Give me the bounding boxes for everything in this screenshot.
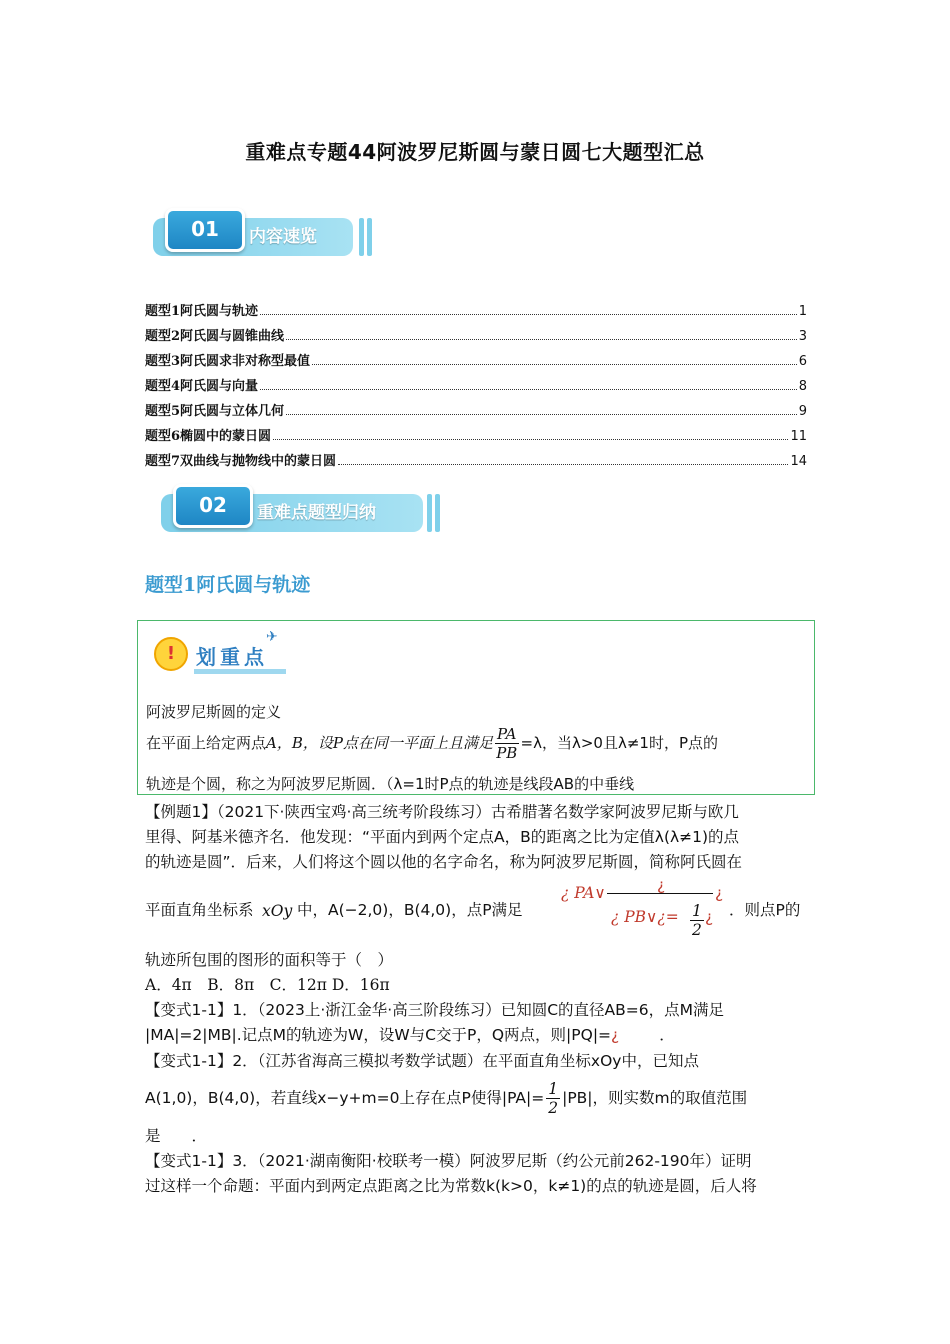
banner-label: 重难点题型归纳: [257, 503, 376, 523]
example-1-line: 里得、阿基米德齐名．他发现：“平面内到两个定点A，B的距离之比为定值λ(λ≠1)的点: [145, 828, 740, 846]
example-1-line: 【例题1】（2021下·陕西宝鸡·高三统考阶段练习）古希腊著名数学家阿波罗尼斯与欧几: [145, 803, 739, 821]
broken-formula: ¿: [705, 908, 714, 926]
table-of-contents: [145, 300, 807, 475]
example-text: 中，A(−2,0)，B(4,0)，点P满足: [297, 901, 523, 919]
example-text: ．则点P的: [729, 901, 801, 919]
toc-item-page: 11: [790, 429, 807, 444]
definition-text: 在平面上给定两点: [146, 734, 267, 752]
toc-item-title: 题型6椭圆中的蒙日圆: [145, 429, 272, 444]
definition-text: A，B，设P点在同一平面上且满足: [266, 734, 493, 752]
example-1-options: A．4π B．8π C．12π D．16π: [145, 976, 390, 994]
section-banner-summary: [153, 484, 443, 530]
toc-leader: [273, 439, 788, 440]
logo-underline: [194, 669, 286, 674]
toc-item-title: 题型7双曲线与抛物线中的蒙日圆: [145, 454, 337, 469]
variant-2-line: 是 ．: [145, 1127, 208, 1145]
banner-stripe: [367, 218, 372, 256]
document-title: 重难点专题44阿波罗尼斯圆与蒙日圆七大题型汇总: [245, 140, 705, 164]
paper-plane-icon: ✈: [266, 629, 278, 645]
variant-2-line: 【变式1-1】2．（江苏省海高三模拟考数学试题）在平面直角坐标xOy中，已知点: [145, 1052, 699, 1070]
toc-item-title: 题型3阿氏圆求非对称型最值: [145, 354, 311, 369]
definition-text: =λ，当λ>0且λ≠1时，P点的: [520, 734, 719, 752]
toc-item[interactable]: [145, 375, 807, 400]
broken-formula: ¿: [657, 876, 666, 894]
banner-number: 02: [173, 484, 253, 528]
fraction-denominator: PB: [496, 744, 518, 762]
fraction-bar: [607, 893, 713, 894]
variant-text: A(1,0)，B(4,0)，若直线x−y+m=0上存在点P使得|PA|=: [145, 1089, 545, 1107]
variant-3-line: 【变式1-1】3．（2021·湖南衡阳·校联考一模）阿波罗尼斯（约公元前262-190年）证明: [145, 1152, 752, 1170]
toc-leader: [286, 414, 797, 415]
key-point-logo: [146, 627, 288, 675]
broken-formula: ¿ PA∨: [561, 884, 606, 902]
toc-item[interactable]: [145, 350, 807, 375]
toc-leader: [338, 464, 788, 465]
toc-leader: [286, 339, 797, 340]
banner-number: 01: [165, 208, 245, 252]
toc-item-page: 6: [798, 354, 807, 369]
half-fraction: [546, 1080, 560, 1117]
variant-text: |MA|=2|MB|.记点M的轨迹为W，设W与C交于P，Q两点，则|PQ|=: [145, 1026, 612, 1044]
definition-title: 阿波罗尼斯圆的定义: [146, 703, 282, 721]
toc-item-title: 题型2阿氏圆与圆锥曲线: [145, 329, 285, 344]
variant-1-line: 【变式1-1】1．（2023上·浙江金华·高三阶段练习）已知圆C的直径AB=6，点M满足: [145, 1001, 725, 1019]
toc-leader: [312, 364, 797, 365]
toc-item-page: 1: [798, 304, 807, 319]
ratio-fraction: [495, 725, 519, 762]
variant-text: ．: [659, 1026, 675, 1044]
definition-line-1: [146, 725, 718, 762]
section-banner-contents: [145, 208, 375, 254]
example-text: 平面直角坐标系: [145, 901, 254, 919]
toc-item[interactable]: [145, 425, 807, 450]
toc-item-page: 8: [798, 379, 807, 394]
toc-item-title: 题型5阿氏圆与立体几何: [145, 404, 285, 419]
banner-stripe: [427, 494, 432, 532]
toc-item[interactable]: [145, 325, 807, 350]
banner-stripe: [359, 218, 364, 256]
variant-3-line: 过这样一个命题：平面内到两定点距离之比为常数k(k>0，k≠1)的点的轨迹是圆，后人将: [145, 1177, 757, 1195]
key-point-box: [137, 620, 815, 795]
variant-text: |PB|，则实数m的取值范围: [562, 1089, 748, 1107]
fraction-numerator: PA: [496, 725, 517, 743]
variant-1-line: [145, 1023, 675, 1045]
banner-label: 内容速览: [249, 227, 317, 247]
toc-item[interactable]: [145, 400, 807, 425]
toc-item-page: 3: [798, 329, 807, 344]
fraction-numerator: 1: [692, 902, 702, 920]
lightbulb-icon: !: [154, 637, 188, 671]
section-heading: 题型1阿氏圆与轨迹: [145, 574, 311, 596]
logo-text: 划重点: [196, 645, 268, 669]
toc-item-page: 9: [798, 404, 807, 419]
definition-line-2: 轨迹是个圆，称之为阿波罗尼斯圆．（λ=1时P点的轨迹是线段AB的中垂线: [146, 775, 635, 793]
variant-2-line: [145, 1080, 747, 1117]
fraction-numerator: 1: [548, 1080, 559, 1098]
fraction-denominator: 2: [692, 921, 702, 939]
half-fraction: [690, 902, 704, 939]
toc-leader: [260, 389, 797, 390]
broken-formula: ¿ PB∨¿=: [611, 908, 679, 926]
toc-item-page: 14: [790, 454, 807, 469]
example-math: xOy: [262, 902, 293, 920]
fraction-denominator: 2: [548, 1099, 559, 1117]
toc-item-title: 题型1阿氏圆与轨迹: [145, 304, 259, 319]
example-1-line: 的轨迹是圆”．后来，人们将这个圆以他的名字命名，称为阿波罗尼斯圆，简称阿氏圆在: [145, 853, 743, 871]
example-1-question: 轨迹所包围的图形的面积等于（ ）: [145, 951, 394, 969]
toc-leader: [260, 314, 797, 315]
toc-item[interactable]: [145, 300, 807, 325]
toc-item-title: 题型4阿氏圆与向量: [145, 379, 259, 394]
broken-formula: ¿: [715, 884, 724, 902]
banner-stripe: [435, 494, 440, 532]
broken-formula: ¿: [611, 1026, 620, 1044]
toc-item[interactable]: [145, 450, 807, 475]
